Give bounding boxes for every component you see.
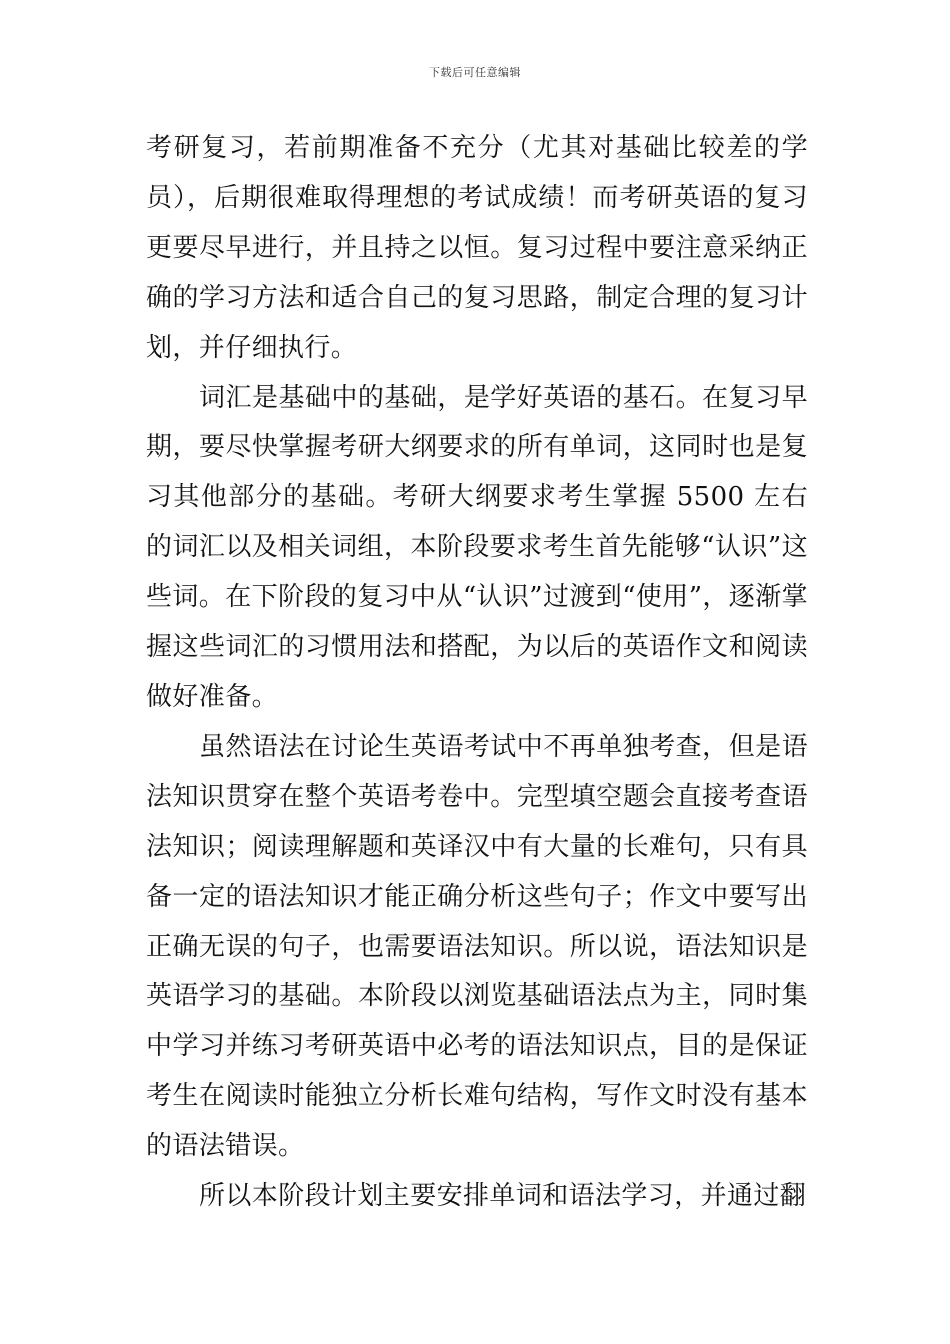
- paragraph-plan: 所以本阶段计划主要安排单词和语法学习，并通过翻: [199, 1181, 807, 1212]
- paragraph-exam-review: 考研复习，若前期准备不充分（尤其对基础比较差的学员），后期很难取得理想的考试成绩！而考研英语的复习更要尽早进行，并且持之以恒。复习过程中要注意采纳正确的学习方法和适合自己的复习思路，制定合理的复习计划，并仔细执行。: [146, 133, 808, 363]
- document-body: [146, 124, 808, 1222]
- paragraph-vocabulary: 词汇是基础中的基础，是学好英语的基石。在复习早期，要尽快掌握考研大纲要求的所有单词，这同时也是复习其他部分的基础。考研大纲要求考生掌握 5500 左右的词汇以及相关词组，本阶段要求考生首先能够“认识”这些词。在下阶段的复习中从“认识”过渡到“使用”，逐渐掌握这些词汇的习惯用法和搭配，为以后的英语作文和阅读做好准备。: [146, 382, 808, 712]
- paragraph-grammar: 虽然语法在讨论生英语考试中不再单独考查，但是语法知识贯穿在整个英语考卷中。完型填空题会直接考查语法知识；阅读理解题和英译汉中有大量的长难句，只有具备一定的语法知识才能正确分析这些句子；作文中要写出正确无误的句子，也需要语法知识。所以说，语法知识是英语学习的基础。本阶段以浏览基础语法点为主，同时集中学习并练习考研英语中必考的语法知识点，目的是保证考生在阅读时能独立分析长难句结构，写作文时没有基本的语法错误。: [146, 731, 808, 1162]
- header-note: 下载后可任意编辑: [429, 66, 521, 79]
